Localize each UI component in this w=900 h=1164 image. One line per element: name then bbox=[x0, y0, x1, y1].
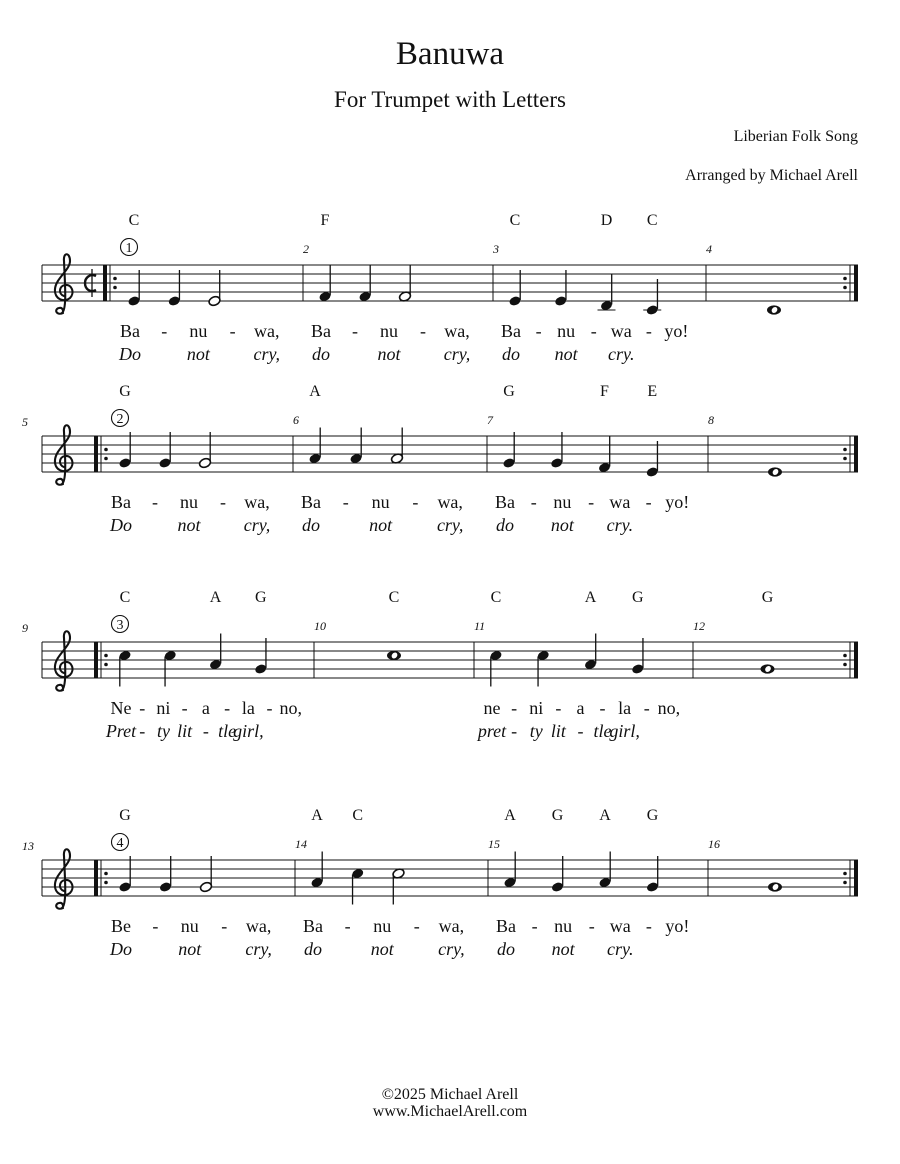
lyric-verse-1: - bbox=[344, 916, 351, 936]
repeat-thick-bar bbox=[103, 265, 107, 301]
lyric-verse-1: yo! bbox=[665, 492, 690, 512]
lyric-verse-1: Ba bbox=[495, 492, 515, 512]
lyric-verse-2: not bbox=[369, 515, 393, 535]
lyric-verse-2: - bbox=[202, 721, 209, 741]
lyric-verse-2: Do bbox=[110, 515, 132, 535]
note bbox=[598, 275, 616, 312]
lyric-verse-1: - bbox=[220, 492, 226, 512]
lyric-verse-1: wa, bbox=[244, 492, 270, 512]
lyric-verse-1: nu bbox=[553, 492, 572, 512]
note bbox=[254, 638, 267, 675]
lyric-verse-1: no, bbox=[279, 698, 303, 718]
lyric-verse-1: Ba bbox=[120, 321, 140, 341]
lyric-verse-1: wa bbox=[610, 321, 632, 341]
lyric-verse-1: - bbox=[224, 698, 231, 718]
rehearsal-mark-icon bbox=[112, 834, 129, 852]
repeat-dot bbox=[113, 286, 117, 290]
lyric-verse-2: not bbox=[551, 939, 575, 959]
chord-letter: C bbox=[352, 807, 364, 824]
lyric-verse-1: - bbox=[342, 492, 349, 512]
chord-letter: C bbox=[128, 212, 140, 229]
note bbox=[164, 650, 177, 687]
note bbox=[118, 432, 131, 469]
note bbox=[584, 634, 597, 671]
chord-letter: G bbox=[631, 589, 644, 606]
chord-letter: A bbox=[209, 589, 222, 606]
composer-credit: Liberian Folk Song bbox=[733, 128, 858, 145]
repeat-thick-bar bbox=[94, 642, 98, 678]
lyric-verse-2: not bbox=[177, 515, 201, 535]
note bbox=[392, 868, 405, 905]
lyric-verse-1: yo! bbox=[664, 321, 689, 341]
lyric-verse-1: wa, bbox=[254, 321, 280, 341]
measure-number: 11 bbox=[474, 619, 486, 633]
lyric-verse-1: no, bbox=[657, 698, 681, 718]
lyric-verse-2: not bbox=[178, 939, 202, 959]
staff-system bbox=[22, 807, 858, 959]
chord-letter: C bbox=[646, 212, 658, 229]
repeat-dot bbox=[113, 277, 117, 281]
note bbox=[508, 270, 521, 307]
lyric-verse-1: - bbox=[643, 698, 650, 718]
lyric-verse-1: - bbox=[139, 698, 146, 718]
lyric-verse-2: - bbox=[139, 721, 146, 741]
note bbox=[489, 650, 502, 687]
note bbox=[551, 856, 564, 893]
lyric-verse-1: - bbox=[412, 492, 419, 512]
note bbox=[318, 266, 331, 303]
lyric-verse-1: nu bbox=[557, 321, 576, 341]
chord-letter: D bbox=[600, 212, 613, 229]
lyric-verse-2: cry, bbox=[438, 939, 465, 959]
lyric-verse-2: cry, bbox=[253, 344, 281, 364]
note bbox=[550, 432, 563, 469]
treble-clef-icon bbox=[55, 425, 73, 484]
repeat-dot bbox=[104, 663, 108, 667]
chord-letter: A bbox=[584, 589, 597, 606]
lyric-verse-1: Ba bbox=[501, 321, 521, 341]
note bbox=[598, 437, 611, 474]
lyric-verse-1: yo! bbox=[665, 916, 690, 936]
lyric-verse-1: Ba bbox=[311, 321, 331, 341]
lyric-verse-1: a bbox=[201, 698, 210, 718]
lyric-verse-2: not bbox=[554, 344, 578, 364]
lyric-verse-1: Ba bbox=[496, 916, 516, 936]
treble-clef-stroke bbox=[55, 254, 73, 313]
note bbox=[168, 270, 181, 307]
measure-number: 3 bbox=[493, 242, 499, 256]
rehearsal-number: 1 bbox=[125, 241, 133, 256]
lyric-verse-2: Pret bbox=[105, 721, 137, 741]
note bbox=[159, 856, 172, 893]
lyric-verse-1: nu bbox=[373, 916, 392, 936]
repeat-thick-bar bbox=[854, 265, 858, 301]
lyric-verse-1: nu bbox=[189, 321, 208, 341]
chord-letter: A bbox=[504, 807, 516, 824]
measure-number: 6 bbox=[293, 413, 299, 427]
lyric-verse-1: nu bbox=[554, 916, 573, 936]
note bbox=[503, 852, 516, 889]
lyric-verse-2: cry, bbox=[243, 515, 271, 535]
lyric-verse-2: lit bbox=[550, 721, 566, 741]
staff-system bbox=[22, 589, 858, 741]
lyric-verse-1: la bbox=[241, 698, 255, 718]
lyric-verse-1: wa, bbox=[245, 916, 272, 936]
note bbox=[390, 428, 403, 465]
lyric-verse-2: do bbox=[312, 344, 330, 364]
lyric-verse-1: - bbox=[266, 698, 273, 718]
repeat-dot bbox=[104, 872, 108, 876]
lyric-verse-1: nu bbox=[180, 492, 198, 512]
note bbox=[502, 432, 515, 469]
staff-system bbox=[42, 212, 858, 364]
note bbox=[398, 266, 411, 303]
lyric-verse-2: do bbox=[304, 939, 322, 959]
lyric-verse-2: cry, bbox=[436, 515, 464, 535]
lyric-verse-1: Ba bbox=[303, 916, 323, 936]
chord-letter: F bbox=[600, 383, 609, 400]
note bbox=[208, 270, 221, 307]
chord-letter: A bbox=[309, 383, 321, 400]
measure-number: 15 bbox=[488, 837, 500, 851]
chord-letter: E bbox=[647, 383, 658, 400]
measure-number: 9 bbox=[22, 621, 28, 635]
chord-letter: G bbox=[119, 383, 131, 400]
note bbox=[646, 856, 659, 893]
chord-letter: G bbox=[551, 807, 564, 824]
lyric-verse-2: not bbox=[186, 344, 210, 364]
lyric-verse-1: - bbox=[152, 492, 158, 512]
lyric-verse-1: Ba bbox=[111, 492, 131, 512]
lyric-verse-2: - bbox=[511, 721, 518, 741]
lyric-verse-2: ty bbox=[529, 721, 543, 741]
lyric-verse-1: a bbox=[576, 698, 585, 718]
repeat-thick-bar bbox=[854, 860, 858, 896]
staff-system bbox=[22, 383, 858, 535]
rehearsal-number: 4 bbox=[116, 836, 124, 851]
chord-letter: A bbox=[311, 807, 323, 824]
note bbox=[767, 305, 781, 314]
measure-number: 5 bbox=[22, 415, 28, 429]
repeat-thick-bar bbox=[854, 436, 858, 472]
lyric-verse-1: nu bbox=[380, 321, 398, 341]
measure-number: 2 bbox=[303, 242, 309, 256]
repeat-dot bbox=[843, 872, 847, 876]
lyric-verse-1: - bbox=[511, 698, 518, 718]
rehearsal-number: 2 bbox=[116, 412, 124, 427]
lyric-verse-2: do bbox=[497, 939, 515, 959]
measure-number: 13 bbox=[22, 839, 34, 853]
measure-number: 8 bbox=[708, 413, 714, 427]
lyric-verse-1: - bbox=[531, 916, 538, 936]
lyric-verse-2: do bbox=[496, 515, 514, 535]
treble-clef-stroke bbox=[55, 631, 73, 690]
treble-clef-icon bbox=[55, 849, 73, 908]
lyric-verse-1: wa, bbox=[444, 321, 470, 341]
note bbox=[308, 428, 321, 465]
lyric-verse-1: wa, bbox=[438, 916, 465, 936]
lyric-verse-1: wa, bbox=[437, 492, 463, 512]
lyric-verse-1: la bbox=[618, 698, 632, 718]
rehearsal-number: 3 bbox=[116, 618, 124, 633]
measure-number: 10 bbox=[314, 619, 326, 633]
lyric-verse-2: pret bbox=[477, 721, 507, 741]
lyric-verse-1: - bbox=[645, 492, 652, 512]
lyric-verse-1: wa bbox=[609, 916, 631, 936]
note bbox=[127, 270, 140, 307]
chord-letter: A bbox=[599, 807, 611, 824]
lyric-verse-2: not bbox=[370, 939, 394, 959]
note bbox=[199, 856, 212, 893]
measure-number: 7 bbox=[487, 413, 493, 427]
chord-letter: C bbox=[388, 589, 400, 606]
chord-letter: C bbox=[119, 589, 131, 606]
repeat-thick-bar bbox=[94, 860, 98, 896]
lyric-verse-2: girl, bbox=[233, 721, 264, 741]
lyric-verse-2: cry. bbox=[607, 939, 634, 959]
lyric-verse-1: - bbox=[599, 698, 606, 718]
lyric-verse-1: ni bbox=[156, 698, 171, 718]
note bbox=[631, 638, 644, 675]
note bbox=[554, 270, 567, 307]
rehearsal-mark-icon bbox=[112, 410, 129, 428]
repeat-dot bbox=[843, 457, 847, 461]
lyric-verse-1: - bbox=[352, 321, 358, 341]
repeat-dot bbox=[843, 286, 847, 290]
lyric-verse-2: girl, bbox=[609, 721, 640, 741]
note bbox=[209, 634, 222, 671]
lyric-verse-1: - bbox=[588, 492, 595, 512]
page-subtitle: For Trumpet with Letters bbox=[334, 87, 566, 112]
lyric-verse-1: - bbox=[413, 916, 420, 936]
lyric-verse-2: tle bbox=[218, 721, 237, 741]
repeat-dot bbox=[104, 457, 108, 461]
lyric-verse-2: cry. bbox=[606, 515, 634, 535]
chord-letter: F bbox=[320, 212, 330, 229]
treble-clef-stroke bbox=[55, 425, 73, 484]
repeat-dot bbox=[843, 881, 847, 885]
lyric-verse-1: - bbox=[530, 492, 537, 512]
repeat-thick-bar bbox=[94, 436, 98, 472]
lyric-verse-1: nu bbox=[180, 916, 199, 936]
lyric-verse-1: Be bbox=[111, 916, 131, 936]
note bbox=[198, 432, 211, 469]
treble-clef-icon bbox=[55, 631, 73, 690]
lyric-verse-1: nu bbox=[371, 492, 390, 512]
lyric-verse-1: - bbox=[535, 321, 542, 341]
treble-clef-icon bbox=[55, 254, 73, 313]
lyric-verse-1: ne bbox=[483, 698, 501, 718]
lyric-verse-1: - bbox=[161, 321, 168, 341]
note bbox=[761, 664, 775, 673]
lyric-verse-1: - bbox=[590, 321, 597, 341]
repeat-dot bbox=[843, 663, 847, 667]
note bbox=[768, 882, 782, 891]
measure-number: 16 bbox=[708, 837, 720, 851]
lyric-verse-2: not bbox=[377, 344, 401, 364]
lyric-verse-1: - bbox=[229, 321, 236, 341]
repeat-dot bbox=[104, 654, 108, 658]
lyric-verse-2: cry. bbox=[608, 344, 635, 364]
copyright-text: ©2025 Michael Arell bbox=[381, 1086, 519, 1103]
lyric-verse-1: - bbox=[420, 321, 426, 341]
lyric-verse-2: Do bbox=[110, 939, 132, 959]
treble-clef-stroke bbox=[55, 849, 73, 908]
chord-letter: G bbox=[503, 383, 515, 400]
repeat-thick-bar bbox=[854, 642, 858, 678]
lyric-verse-2: lit bbox=[177, 721, 193, 741]
lyric-verse-1: - bbox=[181, 698, 188, 718]
lyric-verse-1: Ne bbox=[110, 698, 132, 718]
lyric-verse-1: - bbox=[555, 698, 562, 718]
repeat-dot bbox=[104, 881, 108, 885]
note bbox=[310, 852, 323, 889]
repeat-dot bbox=[104, 448, 108, 452]
rehearsal-mark-icon bbox=[112, 616, 129, 634]
note bbox=[598, 852, 611, 889]
note bbox=[118, 650, 131, 687]
chord-letter: G bbox=[119, 807, 131, 824]
lyric-verse-1: - bbox=[645, 916, 652, 936]
note bbox=[387, 651, 401, 660]
lyric-verse-1: ni bbox=[529, 698, 544, 718]
note bbox=[158, 432, 171, 469]
note bbox=[358, 266, 371, 303]
repeat-dot bbox=[843, 654, 847, 658]
arranger-credit: Arranged by Michael Arell bbox=[685, 167, 858, 184]
page-footer bbox=[0, 1086, 900, 1120]
note bbox=[349, 428, 362, 465]
measure-number: 14 bbox=[295, 837, 307, 851]
lyric-verse-1: wa bbox=[609, 492, 631, 512]
note bbox=[643, 279, 661, 316]
rehearsal-mark-icon bbox=[121, 239, 138, 257]
repeat-dot bbox=[843, 448, 847, 452]
note bbox=[768, 467, 782, 476]
chord-letter: G bbox=[254, 589, 267, 606]
chord-letter: G bbox=[761, 589, 774, 606]
repeat-dot bbox=[843, 277, 847, 281]
note bbox=[646, 441, 659, 478]
lyric-verse-2: cry, bbox=[245, 939, 272, 959]
lyric-verse-2: tle bbox=[593, 721, 612, 741]
lyric-verse-1: - bbox=[221, 916, 228, 936]
measure-number: 4 bbox=[706, 242, 712, 256]
lyric-verse-2: ty bbox=[156, 721, 170, 741]
note bbox=[537, 650, 550, 687]
chord-letter: G bbox=[646, 807, 659, 824]
measure-number: 12 bbox=[693, 619, 705, 633]
lyric-verse-1: - bbox=[152, 916, 159, 936]
lyric-verse-2: do bbox=[302, 515, 320, 535]
website-text: www.MichaelArell.com bbox=[372, 1103, 528, 1120]
lyric-verse-2: - bbox=[577, 721, 584, 741]
lyric-verse-2: do bbox=[502, 344, 520, 364]
lyric-verse-2: Do bbox=[119, 344, 141, 364]
note bbox=[351, 868, 364, 905]
lyric-verse-1: - bbox=[588, 916, 595, 936]
lyric-verse-2: not bbox=[550, 515, 574, 535]
lyric-verse-1: Ba bbox=[301, 492, 321, 512]
lyric-verse-2: cry, bbox=[443, 344, 471, 364]
chord-letter: C bbox=[509, 212, 521, 229]
chord-letter: C bbox=[490, 589, 502, 606]
note bbox=[118, 856, 131, 893]
lyric-verse-1: - bbox=[645, 321, 652, 341]
page-title: Banuwa bbox=[395, 36, 505, 72]
